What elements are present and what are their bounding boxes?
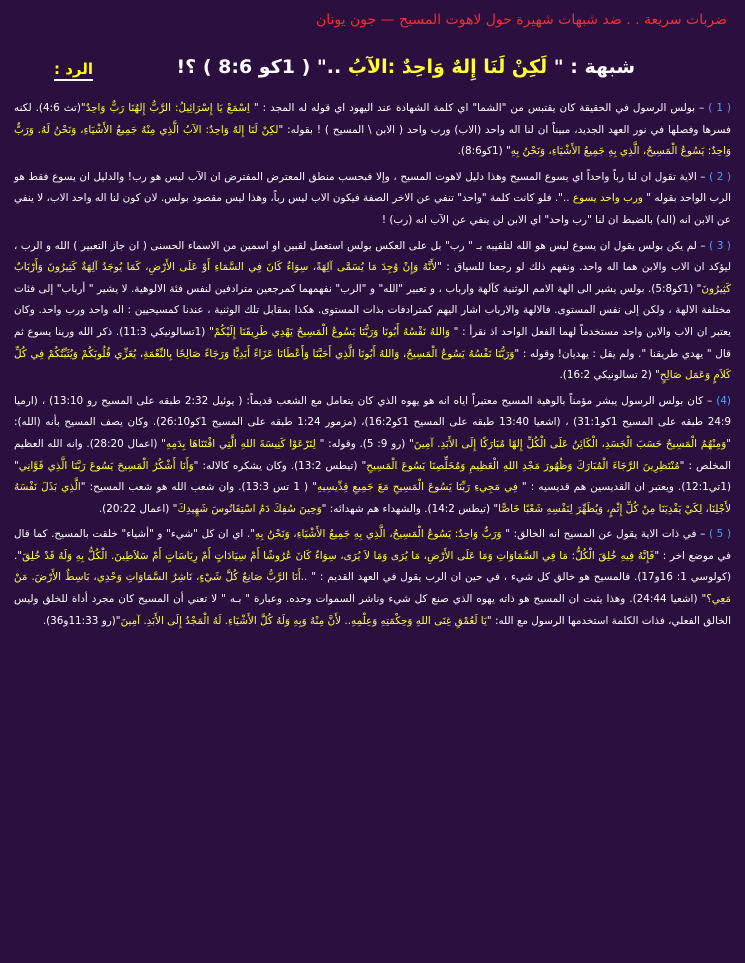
scripture-quote: فَإِنَّهُ فِيهِ خُلِقَ الْكُلُّ: مَا فِي السَّمَاوَاتِ وَمَا عَلَى الأَرْضِ، مَا يُرَى وَمَا لاَ يُرَى، سِوَاءٌ كَانَ عُرُوشًا أَمْ سِيَادَاتٍ أَمْ رِيَاسَاتٍ أَمْ سَلاَطِينَ. الْكُلُّ بِهِ وَلَهُ قَدْ خُلِقَ [22,549,655,562]
scripture-quote: اِسْمَعْ يَا إِسْرَائِيلُ: الرَّبُّ إِلهُنَا رَبٌّ وَاحِدٌ [85,102,250,114]
title-suffix: .." ( 1كو 8:6 ) ؟! [176,56,342,78]
scripture-quote: وَرَبٌّ وَاحِدٌ: يَسُوعُ الْمَسِيحُ، الَّذِي بِهِ جَمِيعُ الأَشْيَاءِ، وَنَحْنُ بِهِ [254,528,502,541]
paragraph [14,391,731,521]
paragraph [14,98,731,163]
paragraph-text: ..". فلو كانت كلمة "واحد" تنفي عن الاخر الصفة فيكون الاب ليس رباً، وهذا ليس مقصود بولس. لان كون لنا اله واحد الاب، لا ينفي عن الابن انه (اله) بالضبط ان لنا "رب واحد" اي الابن لن ينفي عن الآب انه (رب) ! [14,192,731,226]
paragraph-text: " (2 تسالونيكي 16:2). [559,369,660,382]
paragraph-text: – لم يكن بولس يقول ان يسوع ليس هو الله لتلقيبه بـ " رب" بل على العكس بولس استعمل لقبين او اسمين من الاسماء الحسنى ( ان جاز التعبير ) الله و الرب ، ليؤكد ان الاب والابن هما اله واحد. ونفهم ذلك لو رجعنا للسياق : " [14,239,731,274]
paragraph-text: " (رو 9: 5). وقوله: " [315,437,414,450]
paragraph-text: " ( 1 تس 13:3). وان شعب الله هو شعب المسيح: " [80,481,317,494]
paragraph-text: – بولس الرسول في الحقيقة كان يقتبس من "الشما" اي كلمة الشهادة عند اليهود اي قوله له المجد : " [249,102,709,114]
scripture-quote: لأَنَّهُ وَإِنْ وُجِدَ مَا يُسَمَّى آلِهَةً، سِوَاءٌ كَانَ فِي السَّمَاءِ أَوْ عَلَى الأَرْضِ، كَمَا يُوجَدُ آلِهَةٌ كَثِيرُونَ وَأَرْبَابٌ كَثِيرُونَ [14,261,732,295]
paragraph-text: – الاية تقول ان لنا رباً واحداً اي يسوع المسيح وهذا دليل لاهوت المسيح ، وإلا فبحسب منطق المعترض المفترض ان الآب ليس هو رب! والدليل ان يسوع فقط هو الرب الواحد بقوله " [14,170,732,205]
reply-label: الرد : [54,60,93,81]
scripture-quote: لكِنْ لَنَا إِلهٌ وَاحِدٌ: الآبُ الَّذِي مِنْهُ جَمِيعُ الأَشْيَاءِ، وَنَحْنُ لَهُ. وَرَبٌّ وَاحِدٌ: يَسُوعُ الْمَسِيحُ، الَّذِي بِهِ جَمِيعُ الأَشْيَاءِ، وَنَحْنُ بِهِ [14,123,731,158]
scripture-quote: مُنْتَظِرِينَ الرَّجَاءَ الْمُبَارَكَ وَظُهُورَ مَجْدِ اللهِ الْعَظِيمِ وَمُخَلِّصِنَا يَسُوعَ الْمَسِيحِ [366,459,680,472]
scripture-quote: الَّذِي بَذَلَ نَفْسَهُ لأَجْلِنَا، لِكَيْ يَفْدِيَنَا مِنْ كُلِّ إِثْمٍ، وَيُطَهِّرَ لِنَفْسِهِ شَعْبًا خَاصًّا [14,481,731,515]
paragraph-text: ". (كولوسي 1: 16و17). فالمسيح هو خالق كل شيء ، في حين ان الرب يقول في العهد القديم : " [14,549,731,584]
paragraph [14,167,731,232]
title-quote: لَكِنْ لَنَا إِلهٌ وَاحِدٌ :الآبُ [347,56,548,78]
paragraph-number: ( 2 ) [709,170,731,183]
paragraph-text: ". اي ان كل "شيء" و "أشياء" خلقت بالمسيح. كما قال في موضع اخر : " [14,528,731,562]
paragraph-text: " (تيطس 13:2). وكان يشكره كالاله: " [193,459,367,472]
paragraph [14,524,731,632]
paragraph-number: ( 3 ) [709,239,731,252]
scripture-quote: فِي مَجِيءِ رَبِّنَا يَسُوعَ الْمَسِيحِ مَعَ جَمِيعِ قِدِّيسِيهِ [317,481,518,494]
paragraph [14,236,731,387]
scripture-quote: لِتَرْعَوْا كَنِيسَةَ اللهِ الَّتِي اقْتَنَاهَا بِدَمِهِ [165,437,316,450]
paragraph-number: ( 5 ) [708,528,732,541]
paragraph-text: – كان بولس الرسول يبشر مؤمناً بالوهية المسيح معتبراً اياه انه هو يهوه الذي كان يتعامل مع الشعب قديماً: ( يوئيل 2:32 طبقه على المسيح رو 13:10) ، (ارميا 24:9 طبقه على المسيح 1كو31:1) ، (اشعيا 13:40 طبقه على المسيح 1كو16:2)، (مزمور 1:24 طبقه على المسيح 1كو26:10). وكان يصف المسيح بأنه (الله): " [14,394,732,450]
paragraph-number: (4) [716,394,731,407]
scripture-quote: وَمِنْهُمُ الْمَسِيحُ حَسَبَ الْجَسَدِ، الْكَائِنُ عَلَى الْكُلِّ إِلهًا مُبَارَكًا إِلَى الأَبَدِ. آمِينَ [413,437,727,450]
title-row [14,54,731,94]
scripture-quote: ورب واحد يسوع [572,192,643,205]
paragraph-text: " (1تي12:1). ويعتبر ان القديسين هم قديسيه : " [14,459,731,494]
paragraph-text: "(تث 4:6). لكنه فسرها وفصلها في نور العهد الجديد، مبيناً ان لنا اله واحد (الاب) ورب واحد ( الابن \ المسيح ) ! بقوله: " [14,102,731,136]
scripture-quote: وَأَنَا أَشْكُرُ الْمَسِيحَ يَسُوعَ رَبَّنَا الَّذِي قَوَّانِي [18,459,194,472]
paragraph-text: " (تيطس 14:2). والشهداء هم شهدائه: " [321,502,499,515]
series-header: ضربات سريعة . . ضد شبهات شهيرة حول لاهوت المسيح — جون يونان [315,12,727,28]
scripture-quote: وَرَبُّنَا نَفْسُهُ يَسُوعُ الْمَسِيحُ، وَاللهُ أَبُونَا الَّذِي أَحَبَّنَا وَأَعْطَانَا عَزَاءً أَبَدِيًّا وَرَجَاءً صَالِحًا بِالنِّعْمَةِ، يُعَزِّي قُلُوبَكُمْ وَيُثَبِّتُكُمْ فِي كُلِّ كَلاَمٍ وَعَمَل صَالِحٍ [14,347,731,382]
paragraph-text: " (1كو5:8). بولس يشير الى الهة الامم الوثنية كآلهة وارباب ، و تعبير "الله" و "الرب" نفهمهما كمرجعين مترادفين لنفس فئة الالوهية. لا يشير " أرباب" إلى فئات مختلفة الالهة ، ولكن إلى نفس المستوى. فالالهة والارباب اشار اليهم كمترادفات بذات المستوى. هكذا بمقابل تلك الوثنية ، عندنا كمسيحيين : اله واحد ورب واحد. وكان يعتبر ان الاب والابن واحد مستخدماً لهما الفعل الواحد اذ نقرأ : " [14,282,732,338]
paragraph-text: " (اعمال 20:22). [98,502,178,515]
paragraph-text: "(رو 11:33و36). [42,614,121,627]
paragraph-text: " (اعمال 28:20). وانه الله العظيم المخلص : " [14,437,731,472]
scripture-quote: وَحِينَ سُفِكَ دَمُ اسْتِفَانُوسَ شَهِيدِكَ [177,502,322,515]
scripture-quote: ..أَنَا الرَّبُّ صَانِعٌ كُلَّ شَيْءٍ، نَاشِرٌ السَّمَاوَاتِ وَحْدِي، بَاسِطٌ الأَرْضَ. مَنْ مَعِي؟ [14,571,731,606]
paragraph-number: ( 1 ) [708,102,731,114]
title-prefix: شبهة : " [553,56,635,78]
paragraph-list [14,98,731,632]
scripture-quote: وَاللهُ نَفْسُهُ أَبُونَا وَرَبُّنَا يَسُوعُ الْمَسِيحُ يَهْدِي طَرِيقَنَا إِلَيْكُمْ [213,325,450,338]
paragraph-text: " (اشعيا 24:44). وهذا يثبت ان المسيح هو ذاته يهوه الذي صنع كل شيء وناشر السموات وحده. وعبارة " بـه " لا تعني أن المسيح كان مجرد أداة للخلق وليس الخالق الفعلي، فذات الكلمة استخدمها الرسول مع الله: " [14,593,731,627]
paragraph-text: " (1كو8:6). [457,145,511,158]
scripture-quote: يَا لَعُمْقِ غِنَى اللهِ وَحِكْمَتِهِ وَعِلْمِهِ.. لأَنَّ مِنْهُ وَبِهِ وَلَهُ كُلَّ الأَشْيَاءِ. لَهُ الْمَجْدُ إِلَى الأَبَدِ. آمِينَ [120,614,487,627]
paragraph-text: – في ذات الاية يقول عن المسيح انه الخالق: " [501,528,709,541]
page-title [177,56,635,78]
paragraph-text: " (1تسالونيكي 11:3). ذكر الله ورينا يسوع ثم قال " يهدي طريقنا ". ولم يقل : يهديان! وقوله : " [14,325,731,360]
